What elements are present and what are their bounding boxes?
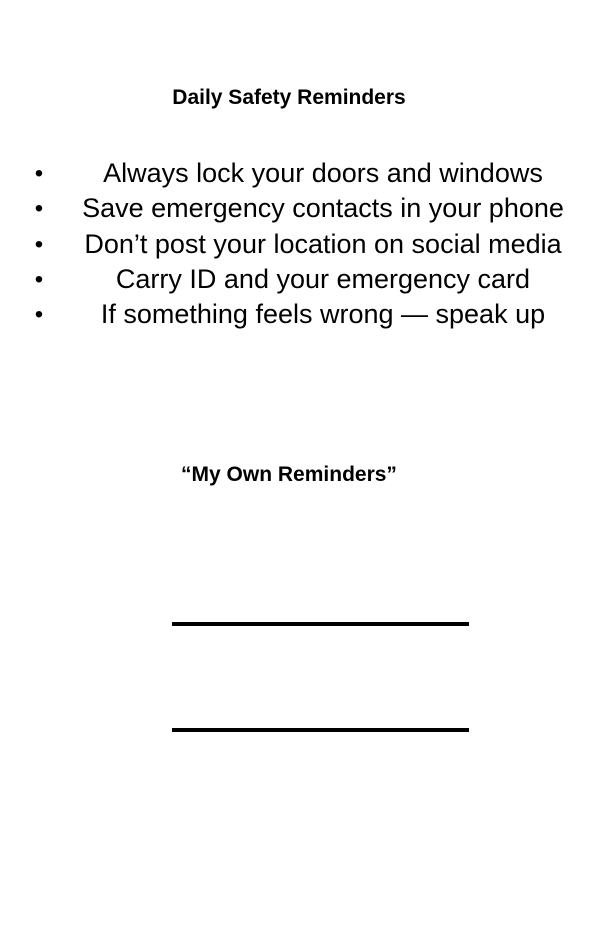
- own-reminders-heading: “My Own Reminders”: [181, 463, 397, 486]
- reminder-list: [30, 156, 590, 332]
- reminder-text: If something feels wrong — speak up: [100, 299, 546, 330]
- list-item: [30, 227, 590, 262]
- bullet-icon: •: [34, 195, 44, 223]
- reminder-text: Always lock your doors and windows: [103, 158, 543, 188]
- bullet-icon: •: [34, 230, 44, 258]
- blank-write-line: [172, 728, 469, 732]
- list-item: [30, 156, 590, 191]
- bullet-icon: •: [34, 265, 44, 293]
- list-item: [30, 191, 590, 226]
- bullet-icon: •: [34, 301, 44, 329]
- list-item: [30, 297, 590, 332]
- page-title: Daily Safety Reminders: [172, 86, 406, 109]
- blank-write-line: [172, 622, 469, 626]
- reminder-text: Carry ID and your emergency card: [115, 263, 531, 294]
- reminder-text: Don’t post your location on social media: [84, 228, 562, 259]
- bullet-icon: •: [34, 160, 44, 187]
- list-item: [30, 262, 590, 297]
- reminder-text: Save emergency contacts in your phone: [82, 193, 564, 224]
